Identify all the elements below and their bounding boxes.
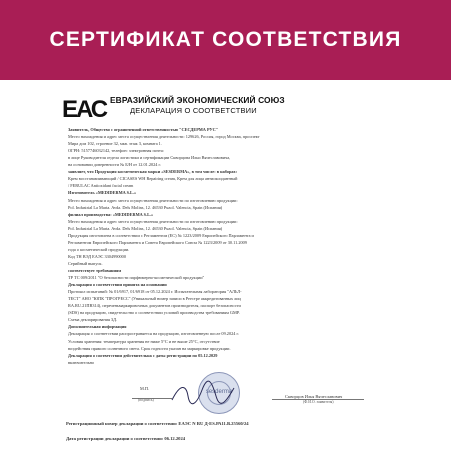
registration-number: Регистрационный номер декларации о соответствии: ЕАЭС N RU Д-ES.РА11.В.25560/24 xyxy=(66,421,249,426)
declaration-line: включительно xyxy=(68,359,95,365)
declaration-line: ТЕСТ" АНО "ЮПК "ПРОГРЕСС" (Уникальный номер записи в Реестре аккредитованных лиц xyxy=(68,296,241,302)
declaration-line: Серийный выпуск. xyxy=(68,260,103,266)
declaration-line: Крем восстанавливающий / CICASES WH Repairing cream, Крем для лица антиоксидантный xyxy=(68,176,238,182)
declaration-line: Место нахождения и адрес места осуществления деятельности по изготовлению продукции: xyxy=(68,197,238,203)
declaration-line: Дополнительная информация xyxy=(68,324,127,330)
declaration-line: Схема декларирования 3Д. xyxy=(68,317,118,323)
declaration-line: Pol. Industrial La Marta. Avda. Dels Molins, 12. 46530 Puzol. Valencia, Spain (Испания) xyxy=(68,204,223,210)
declaration-line: Декларация о соответствии распространяется на продукцию, изготовленную после 09.2024 г. xyxy=(68,331,239,337)
declaration-line: Код ТН ВЭД ЕАЭС 3304990000 xyxy=(68,253,126,259)
declaration-line: Изготовитель «MEDIDERMA S.L.» xyxy=(68,190,137,196)
declaration-line: / FERULAC Antioxidant facial cream xyxy=(68,183,134,189)
declaration-line: на основании доверенности № Б/Н от 12.01.2024 г. xyxy=(68,162,161,168)
declaration-line: (SDS) на продукцию, свидетельство о соответствии условий производства требованиям GMP. xyxy=(68,310,240,316)
declaration-line: Место нахождения и адрес места осуществления деятельности: 129626, Россия, город Москва, проспект xyxy=(68,134,260,140)
declaration-line: Продукция изготовлена в соответствии с Регламентом (ЕС) № 1223/2009 Европейского Парламента и xyxy=(68,232,254,238)
declaration-line: Pol. Industrial La Marta. Avda. Dels Molins, 12. 46530 Puzol. Valencia, Spain (Испания) xyxy=(68,225,223,231)
declaration-line: Протокол испытаний: № 01/6917, 01/6918 от 05.12.2024 г. Испытательная лаборатория "АЛЬЛ- xyxy=(68,289,242,295)
declaration-line: Заявитель, Общество с ограниченной ответственностью "СЕСДЕРМА РУС" xyxy=(68,127,219,132)
declaration-line: Декларация о соответствии действительна с даты регистрации по 05.12.2029 xyxy=(68,352,218,358)
declaration-line: в лице Руководителя отдела логистики и сертификации Скворцова Ильи Вячеславовича, xyxy=(68,155,231,161)
eac-logo: ЕАС xyxy=(62,96,107,123)
declaration-line: соответствует требованиям xyxy=(68,268,122,273)
declaration-line: филиал производства: «MEDIDERMA S.L.» xyxy=(68,211,154,217)
handwritten-signature xyxy=(168,378,238,408)
declaration-line: Условия хранения: температура хранения не ниже 5°С и не выше 25°С, отсутствие xyxy=(68,338,220,344)
declaration-line: ТР ТС 009/2011 "О безопасности парфюмерно-косметической продукции" xyxy=(68,275,205,281)
registration-date: Дата регистрации декларации о соответствии: 06.12.2024 xyxy=(66,436,186,441)
stamp-logo-text: sesderma xyxy=(205,389,233,395)
declaration-heading: ДЕКЛАРАЦИЯ О СООТВЕТСТВИИ xyxy=(130,106,257,115)
page-title: СЕРТИФИКАТ СООТВЕТСТВИЯ xyxy=(49,28,402,51)
union-title: ЕВРАЗИЙСКИЙ ЭКОНОМИЧЕСКИЙ СОЮЗ xyxy=(110,95,285,105)
declaration-line: Декларация о соответствии принята на основании xyxy=(68,282,167,288)
declaration-line: года о косметической продукции. xyxy=(68,246,130,252)
signatory-caption: (Ф.И.О. заявителя) xyxy=(303,400,334,404)
declaration-line: RA.RU.21ПВ314), переченьмаркировочных документов производителя, паспорт безопасности xyxy=(68,303,241,309)
declaration-line: ОГРН: 5157746032142, телефон: электронная почта: xyxy=(68,148,164,154)
declaration-line: воздействия прямого солнечного света. Срок годности указан на маркировке продукции. xyxy=(68,345,231,351)
signature-caption: (подпись) xyxy=(138,398,154,402)
seal-mark: М.П. xyxy=(140,386,150,391)
signatory-name: Скворцов Илья Вячеславович xyxy=(285,394,343,399)
declaration-line: Место нахождения и адрес места осуществления деятельности по изготовлению продукции: xyxy=(68,218,238,224)
declaration-line: Регламентом Европейского Парламента и Совета Европейского Союза № 1223/2009 от 30.11.2009 xyxy=(68,239,247,245)
declaration-line: заявляет, что Продукция косметическая марки «SESDERMA», в том числе: в наборах: xyxy=(68,169,238,175)
declaration-line: Мира дом 102, строение 32, мкв. этаж 3, комната 1. xyxy=(68,141,162,147)
